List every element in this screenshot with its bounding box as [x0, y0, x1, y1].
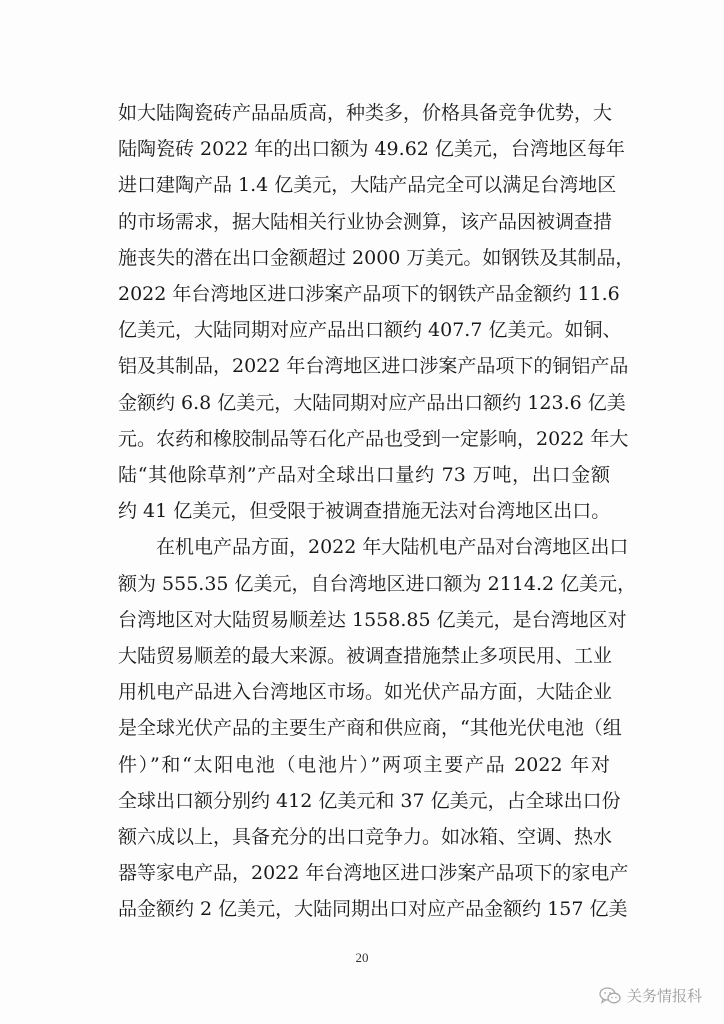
- text-line: 器等家电产品，2022 年台湾地区进口涉案产品项下的家电产: [118, 862, 629, 885]
- text-line: 用机电产品进入台湾地区市场。如光伏产品方面，大陆企业: [118, 681, 613, 704]
- text-line: 的市场需求，据大陆相关行业协会测算，该产品因被调查措: [118, 210, 613, 233]
- text-line: 大陆贸易顺差的最大来源。被调查措施禁止多项民用、工业: [118, 645, 613, 667]
- text-line: 2022 年台湾地区进口涉案产品项下的钢铁产品金额约 11.6: [118, 283, 620, 305]
- text-line: 是全球光伏产品的主要生产商和供应商，“其他光伏电池（组: [118, 717, 622, 740]
- text-line: 如大陆陶瓷砖产品品质高，种类多，价格具备竞争优势，大: [118, 102, 613, 124]
- watermark-text: 关务情报科: [626, 987, 702, 1005]
- text-line: 额六成以上，具备充分的出口竞争力。如冰箱、空调、热水: [118, 826, 613, 848]
- text-line: 额为 555.35 亿美元，自台湾地区进口额为 2114.2 亿美元，: [118, 572, 637, 595]
- text-line: 在机电产品方面，2022 年大陆机电产品对台湾地区出口: [118, 536, 629, 559]
- text-line: 陆“其他除草剂”产品对全球出口量约 73 万吨，出口金额: [118, 464, 610, 486]
- text-line: 全球出口额分别约 412 亿美元和 37 亿美元，占全球出口份: [118, 789, 621, 812]
- text-line: 进口建陶产品 1.4 亿美元，大陆产品完全可以满足台湾地区: [118, 174, 617, 197]
- text-line: 件）”和“太阳电池（电池片）”两项主要产品 2022 年对: [118, 753, 610, 776]
- text-line: 陆陶瓷砖 2022 年的出口额为 49.62 亿美元，台湾地区每年: [118, 138, 625, 161]
- text-line: 铝及其制品，2022 年台湾地区进口涉案产品项下的铜铝产品: [118, 355, 629, 378]
- text-line: 施丧失的潜在出口金额超过 2000 万美元。如钢铁及其制品，: [118, 246, 635, 269]
- text-line: 金额约 6.8 亿美元，大陆同期对应产品出口额约 123.6 亿美: [118, 391, 626, 414]
- text-line: 亿美元，大陆同期对应产品出口额约 407.7 亿美元。如铜、: [118, 319, 622, 342]
- text-line: 元。农药和橡胶制品等石化产品也受到一定影响，2022 年大: [118, 427, 629, 450]
- text-line: 约 41 亿美元，但受限于被调查措施无法对台湾地区出口。: [118, 500, 611, 523]
- wechat-icon: [599, 987, 621, 1005]
- text-line: 台湾地区对大陆贸易顺差达 1558.85 亿美元，是台湾地区对: [118, 608, 627, 631]
- text-line: 品金额约 2 亿美元，大陆同期出口对应产品金额约 157 亿美: [118, 898, 628, 921]
- page-number: 20: [355, 950, 369, 965]
- account-watermark: [599, 985, 702, 1006]
